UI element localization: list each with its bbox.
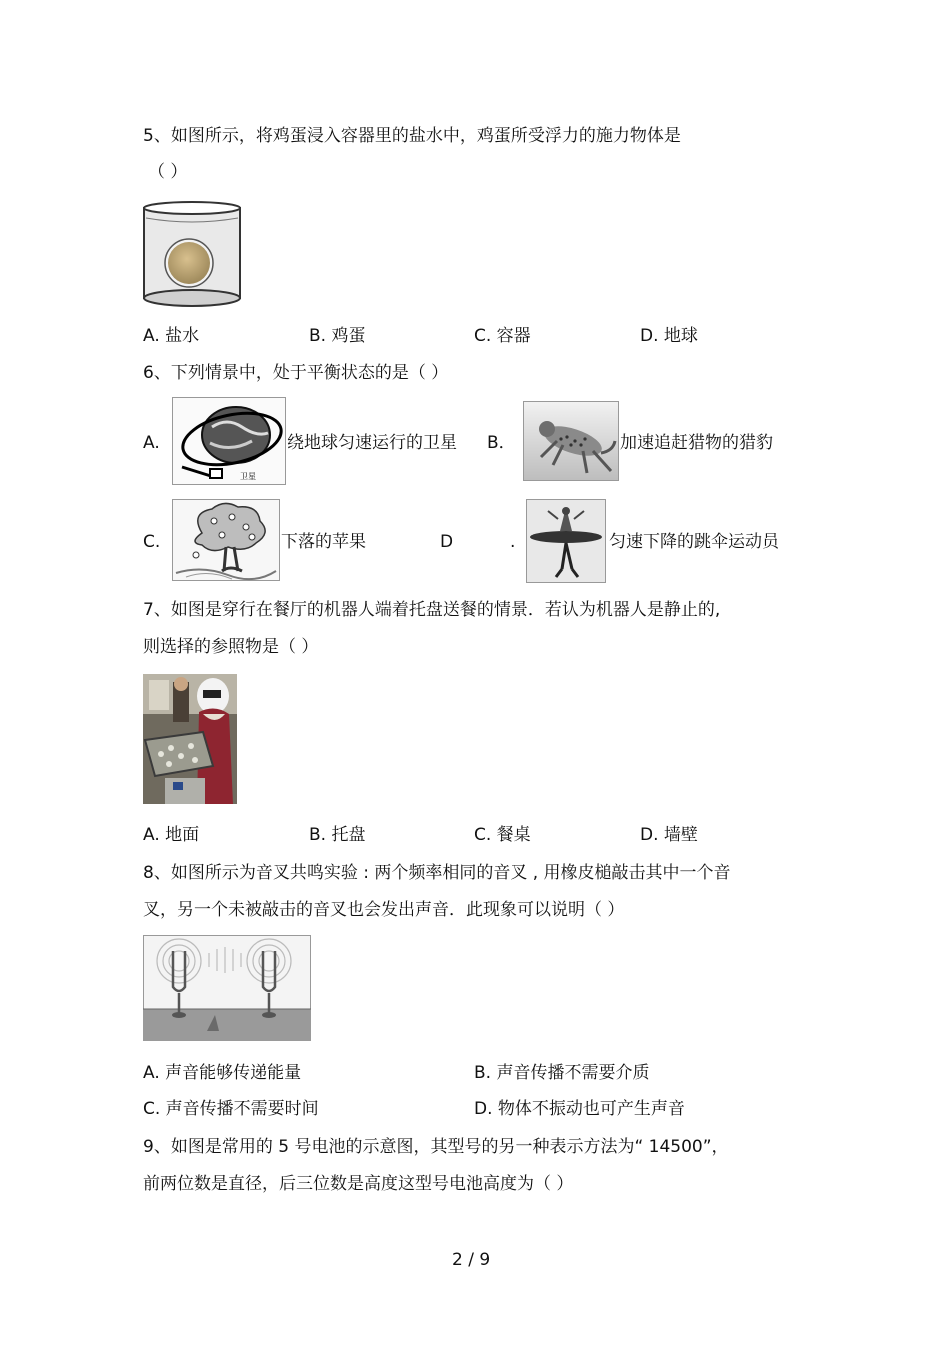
q6-option-d-label: D: [440, 532, 454, 552]
q6-option-b-text: 加速追赶猎物的猎豹: [620, 433, 773, 453]
satellite-orbit-image: [172, 397, 286, 485]
q8-option-a: A. 声音能够传递能量: [143, 1063, 302, 1083]
q6-stem: 6、下列情景中，处于平衡状态的是（ ）: [143, 363, 449, 383]
page-number: 2 / 9: [452, 1250, 491, 1270]
q9-stem-line1: 9、如图是常用的 5 号电池的示意图，其型号的另一种表示方法为“ 14500”，: [143, 1137, 729, 1157]
q6-option-d-dot: .: [510, 532, 516, 552]
q5-option-c: C. 容器: [474, 326, 531, 346]
q7-option-b: B. 托盘: [309, 825, 366, 845]
q6-option-c-text: 下落的苹果: [281, 532, 366, 552]
q7-stem-line2: 则选择的参照物是（ ）: [143, 637, 319, 657]
q5-option-a: A. 盐水: [143, 326, 200, 346]
q6-option-d-text: 匀速下降的跳伞运动员: [609, 532, 779, 552]
q9-stem-line2: 前两位数是直径，后三位数是高度这型号电池高度为（ ）: [143, 1174, 574, 1194]
q6-option-c-label: C.: [143, 532, 161, 552]
skydiver-image: [526, 499, 606, 583]
q7-option-d: D. 墙壁: [640, 825, 698, 845]
q5-option-d: D. 地球: [640, 326, 698, 346]
q8-option-b: B. 声音传播不需要介质: [474, 1063, 650, 1083]
q7-stem-line1: 7、如图是穿行在餐厅的机器人端着托盘送餐的情景．若认为机器人是静止的,: [143, 600, 721, 620]
q6-option-a-text: 绕地球匀速运行的卫星: [287, 433, 457, 453]
q6-option-b-label: B．: [487, 433, 516, 453]
q7-option-a: A. 地面: [143, 825, 200, 845]
q5-stem: 5、如图所示，将鸡蛋浸入容器里的盐水中，鸡蛋所受浮力的施力物体是: [143, 126, 681, 146]
q5-blank: （ ）: [148, 162, 188, 182]
cheetah-image: [523, 401, 619, 481]
q5-option-b: B. 鸡蛋: [309, 326, 366, 346]
apple-tree-image: [172, 499, 280, 581]
q6-option-a-label: A.: [143, 433, 160, 453]
q7-option-c: C. 餐桌: [474, 825, 531, 845]
q8-option-d: D. 物体不振动也可产生声音: [474, 1099, 685, 1119]
restaurant-robot-image: [143, 674, 237, 804]
egg-in-saltwater-figure: [142, 200, 242, 310]
tuning-fork-resonance-figure: [143, 935, 311, 1041]
q8-stem-line1: 8、如图所示为音叉共鸣实验 : 两个频率相同的音叉 , 用橡皮槌敲击其中一个音: [143, 863, 731, 883]
satellite-caption: 卫星: [240, 472, 256, 481]
q8-option-c: C. 声音传播不需要时间: [143, 1099, 319, 1119]
q8-stem-line2: 叉，另一个未被敲击的音叉也会发出声音．此现象可以说明（ ）: [143, 900, 625, 920]
